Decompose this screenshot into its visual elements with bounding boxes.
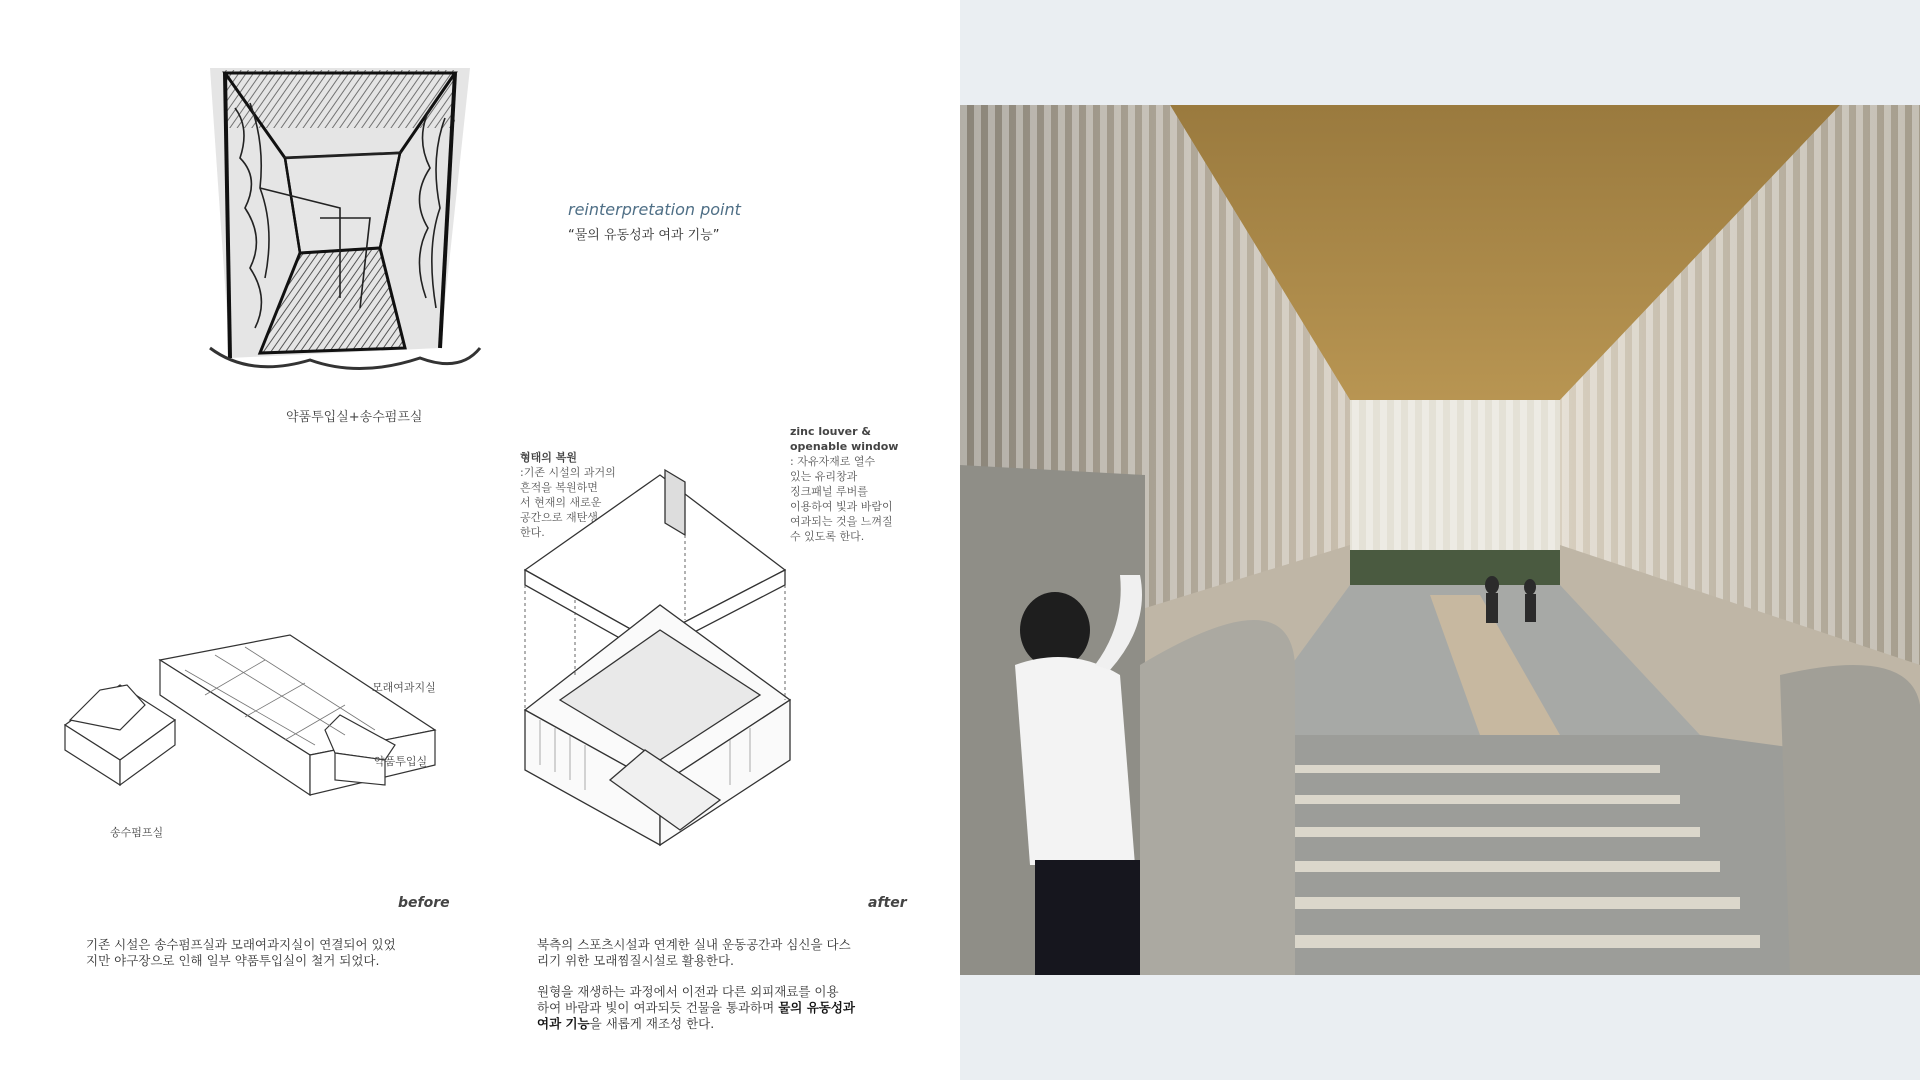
right-panel: [960, 0, 1920, 1080]
paragraph-line: 원형을 재생하는 과정에서 이전과 다른 외피재료를 이용: [537, 984, 839, 999]
annotation-line: 서 현재의 새로운: [520, 496, 602, 509]
label-chemical-room: 약품투입실: [374, 755, 428, 768]
annotation-line: 흔적을 복원하면: [520, 481, 598, 494]
tag-after: after: [868, 895, 907, 911]
paragraph-emphasis: 물의 유동성과: [778, 1000, 856, 1015]
annotation-line: 이용하여 빛과 바람이: [790, 500, 893, 513]
reinterpretation-quote: “물의 유동성과 여과 기능”: [568, 228, 720, 243]
annotation-restoration-title: 형태의 복원: [520, 451, 577, 464]
sketch-caption: 약품투입실+송수펌프실: [286, 410, 423, 425]
annotation-line: 있는 유리창과: [790, 470, 858, 483]
paragraph-line: 리기 위한 모래찜질시설로 활용한다.: [537, 953, 735, 968]
tag-before: before: [398, 895, 450, 911]
label-pump-room: 송수펌프실: [110, 826, 164, 839]
annotation-line: 수 있도록 한다.: [790, 530, 865, 543]
annotation-line: 한다.: [520, 526, 545, 539]
paragraph-text: 하여 바람과 빛이 여과되듯 건물을 통과하며: [537, 1000, 779, 1015]
annotation-line: 징크패널 루버를: [790, 485, 868, 498]
paragraph-text: 을 새롭게 재조성 한다.: [589, 1016, 715, 1031]
paragraph-line: 북측의 스포츠시설과 연계한 실내 운동공간과 심신을 다스: [537, 937, 851, 952]
annotation-line: 공간으로 재탄생: [520, 511, 598, 524]
annotation-line: : 자유자재로 열수: [790, 455, 876, 468]
annotation-zinc-title-2: openable window: [790, 440, 899, 453]
after-axonometric: [520, 450, 880, 900]
paragraph-line: [537, 1000, 937, 1016]
paragraph-emphasis: 여과 기능: [537, 1016, 590, 1031]
annotation-zinc-title-1: zinc louver &: [790, 425, 871, 438]
paragraph-before: [86, 937, 466, 969]
paragraph-after: [537, 937, 937, 1032]
paragraph-line: [537, 1016, 937, 1032]
concept-sketch: [190, 48, 490, 388]
paragraph-line: 지만 야구장으로 인해 일부 약품투입실이 철거 되었다.: [86, 953, 380, 968]
annotation-line: :기존 시설의 과거의: [520, 466, 616, 479]
interior-rendering: [960, 105, 1920, 975]
paragraph-line: 기존 시설은 송수펌프실과 모래여과지실이 연결되어 있었: [86, 937, 396, 952]
reinterpretation-title: reinterpretation point: [568, 200, 741, 219]
annotation-line: 여과되는 것을 느껴질: [790, 515, 893, 528]
label-sand-filter-room: 모래여과지실: [372, 681, 436, 694]
